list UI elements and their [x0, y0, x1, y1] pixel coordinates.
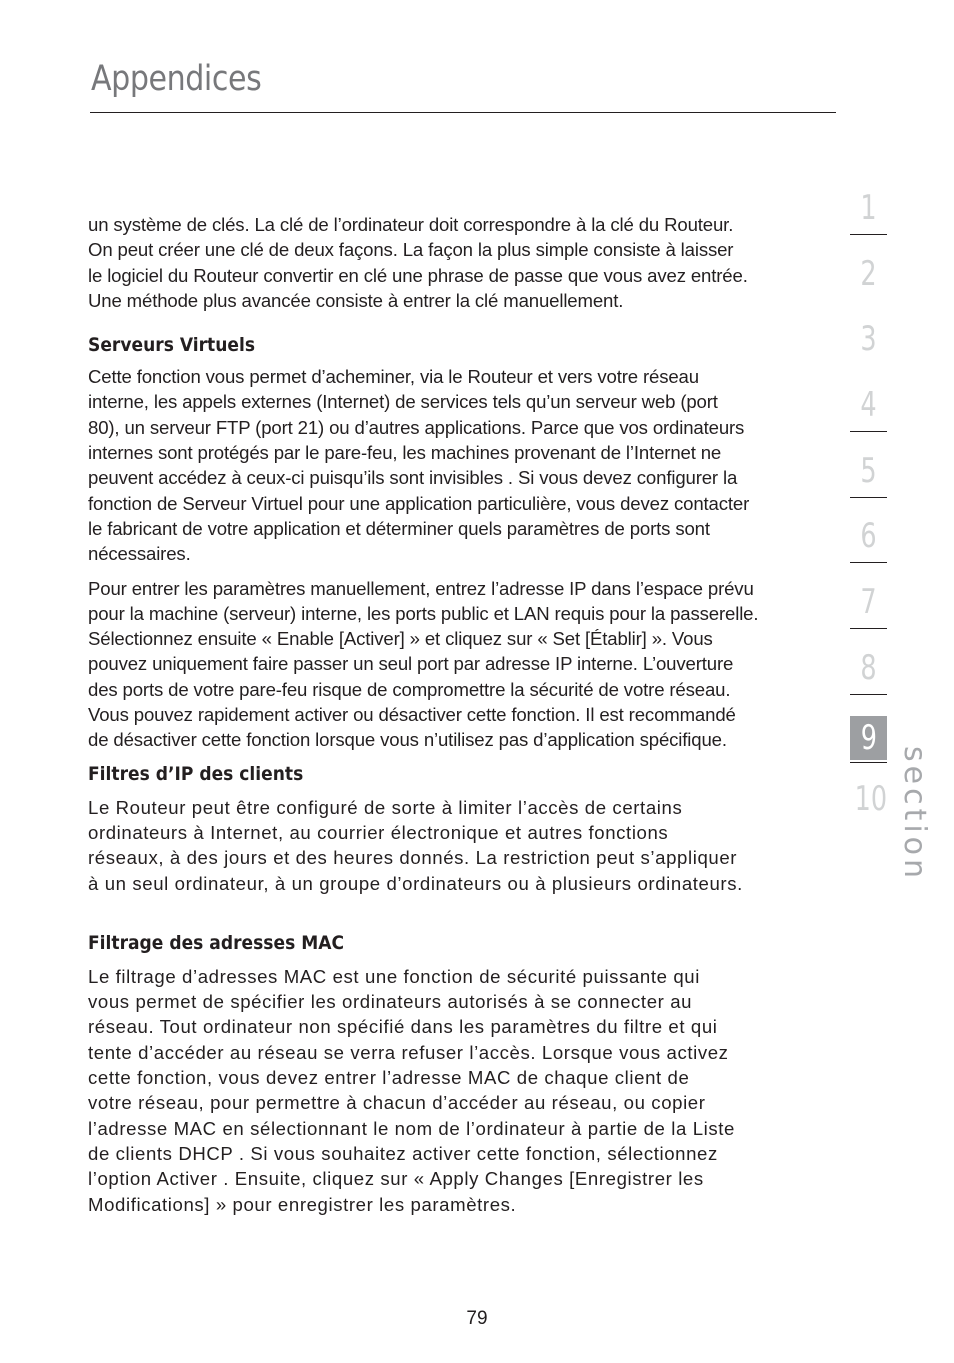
section-nav-number: 6: [860, 516, 877, 557]
mac-filtering-paragraph: [88, 964, 840, 1217]
text-line: ordinateurs à Internet, au courrier électronique et autres fonctions: [88, 821, 669, 843]
section-nav-divider: [850, 497, 887, 498]
text-line: internes sont protégés par le pare-feu, les machines provenant de l’Internet ne: [88, 442, 722, 464]
section-nav-number-text: 9: [860, 717, 877, 758]
text-line: interne, les appels externes (Internet) de services tels qu’un serveur web (port: [88, 391, 718, 413]
text-line: le fabricant de votre application et déterminer quels paramètres de ports sont: [88, 517, 710, 539]
text-line: tente d’accéder au réseau se verra refuser l’accès. Lorsque vous activez: [88, 1041, 729, 1063]
section-nav-item-10[interactable]: [850, 769, 887, 835]
section-nav-number: 10: [854, 779, 888, 820]
section-nav-number: 4: [860, 385, 877, 426]
ip-filters-paragraph: [88, 795, 840, 896]
text-line: Pour entrer les paramètres manuellement, entrez l’adresse IP dans l’espace prévu: [88, 577, 754, 599]
text-line: l’option Activer . Ensuite, cliquez sur « Apply Changes [Enregistrer les: [88, 1168, 704, 1190]
section-label: section: [897, 746, 932, 883]
section-nav-divider: [850, 628, 887, 629]
section-nav-divider: [850, 234, 887, 235]
section-nav-number: 2: [860, 253, 877, 294]
page-title: Appendices: [91, 59, 262, 99]
section-nav: [850, 178, 887, 835]
section-heading-ip-filters: Filtres d’IP des clients: [88, 762, 304, 785]
text-line: Cette fonction vous permet d’acheminer, via le Routeur et vers votre réseau: [88, 366, 699, 388]
text-line: nécessaires.: [88, 543, 191, 565]
section-nav-item-7[interactable]: [850, 572, 887, 638]
text-line: Modifications] » pour enregistrer les paramètres.: [88, 1193, 517, 1215]
section-nav-divider: [850, 762, 887, 763]
text-line: des ports de votre pare-feu risque de compromettre la sécurité de votre réseau.: [88, 678, 731, 700]
section-nav-item-4[interactable]: [850, 375, 887, 441]
text-line: Le filtrage d’adresses MAC est une fonction de sécurité puissante qui: [88, 965, 700, 987]
section-nav-number: 1: [860, 188, 877, 228]
text-line: pouvez uniquement faire passer un seul port par adresse IP interne. L’ouverture: [88, 653, 734, 675]
section-nav-item-2[interactable]: [850, 244, 887, 310]
text-line: pour la machine (serveur) interne, les ports public et LAN requis pour la passerelle.: [88, 602, 759, 624]
section-heading-mac-filtering: Filtrage des adresses MAC: [88, 931, 345, 954]
section-nav-item-3[interactable]: [850, 309, 887, 375]
text-line: Le Routeur peut être configuré de sorte à limiter l’accès de certains: [88, 796, 683, 818]
section-nav-item-5[interactable]: [850, 441, 887, 507]
virtual-servers-paragraph-2: [88, 576, 840, 753]
text-line: fonction de Serveur Virtuel pour une application particulière, vous devez contacter: [88, 492, 750, 514]
text-line: Sélectionnez ensuite « Enable [Activer] » et cliquez sur « Set [Établir] ». Vous: [88, 628, 713, 650]
text-line: à un seul ordinateur, à un groupe d’ordinateurs ou à plusieurs ordinateurs.: [88, 872, 743, 894]
text-line: Une méthode plus avancée consiste à entrer la clé manuellement.: [88, 289, 624, 311]
section-nav-item-6[interactable]: [850, 506, 887, 572]
text-line: cette fonction, vous devez entrer l’adresse MAC de chaque client de: [88, 1067, 690, 1089]
text-line: de désactiver cette fonction lorsque vous n’utilisez pas d’application spécifique.: [88, 729, 727, 751]
text-line: l’adresse MAC en sélectionnant le nom de l’ordinateur à partie de la Liste: [88, 1117, 735, 1139]
text-line: le logiciel du Routeur convertir en clé une phrase de passe que vous avez entrée.: [88, 264, 748, 286]
section-nav-item-9-active[interactable]: [850, 704, 887, 770]
section-nav-number-active: [850, 716, 887, 760]
text-line: réseau. Tout ordinateur non spécifié dans les paramètres du filtre et qui: [88, 1016, 718, 1038]
section-nav-item-8[interactable]: [850, 638, 887, 704]
virtual-servers-paragraph-1: [88, 364, 840, 566]
section-nav-number: 7: [860, 582, 877, 623]
section-heading-virtual-servers: Serveurs Virtuels: [88, 334, 256, 357]
text-line: peuvent accédez à ceux-ci puisqu’ils sont invisibles . Si vous devez configurer la: [88, 467, 738, 489]
main-content: [88, 212, 840, 1217]
text-line: réseaux, à des jours et des heures donnés. La restriction peut s’appliquer: [88, 847, 738, 869]
title-divider: [90, 112, 836, 113]
text-line: votre réseau, pour permettre à chacun d’accéder au réseau, ou copier: [88, 1092, 706, 1114]
section-nav-divider: [850, 694, 887, 695]
section-nav-number: 3: [860, 319, 877, 360]
page-number: 79: [466, 1308, 488, 1329]
intro-paragraph: [88, 212, 840, 313]
text-line: un système de clés. La clé de l’ordinateur doit correspondre à la clé du Routeur.: [88, 214, 734, 235]
text-line: On peut créer une clé de deux façons. La façon la plus simple consiste à laisser: [88, 239, 734, 261]
section-nav-item-1[interactable]: [850, 178, 887, 244]
text-line: de clients DHCP . Si vous souhaitez activer cette fonction, sélectionnez: [88, 1142, 718, 1164]
text-line: vous permet de spécifier les ordinateurs autorisés à se connecter au: [88, 991, 693, 1013]
text-line: Vous pouvez rapidement activer ou désactiver cette fonction. Il est recommandé: [88, 704, 736, 726]
section-nav-number: 5: [860, 450, 877, 491]
section-nav-divider: [850, 431, 887, 432]
section-nav-divider: [850, 562, 887, 563]
text-line: 80), un serveur FTP (port 21) ou d’autres applications. Parce que vos ordinateurs: [88, 416, 745, 438]
section-nav-number: 8: [860, 647, 877, 688]
